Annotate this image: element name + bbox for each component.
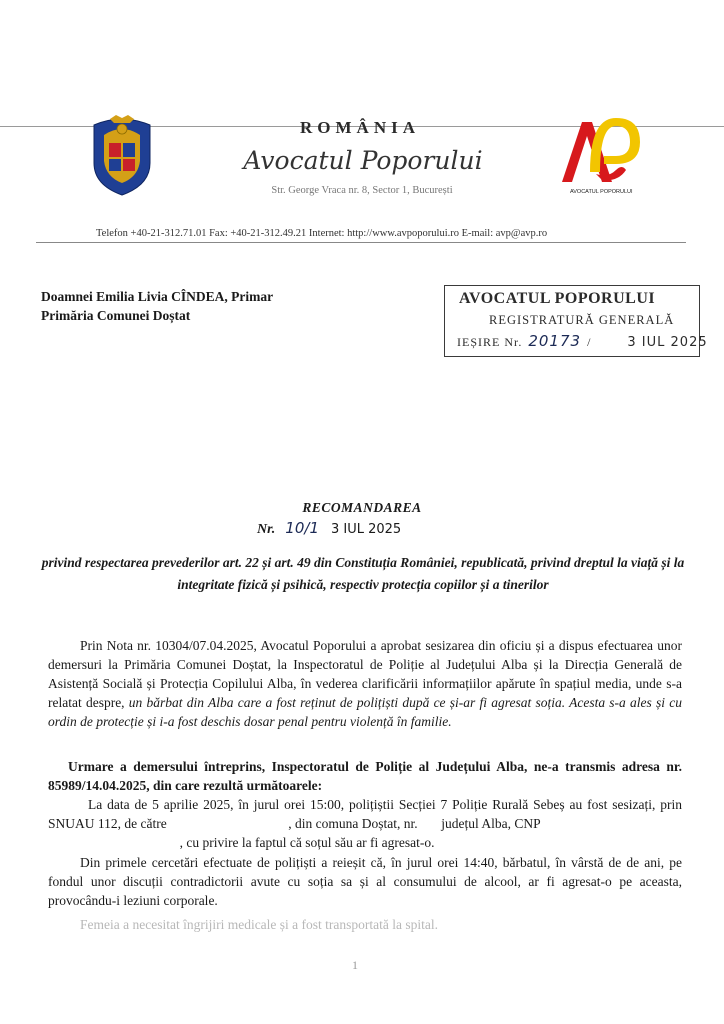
paragraph-5-faded: Femeia a necesitat îngrijiri medicale și a fost transportată la spital.: [80, 917, 439, 932]
institution-name: Avocatul Poporului: [243, 146, 483, 175]
stamp-title: AVOCATUL POPORULUI: [459, 290, 656, 307]
avp-logo-icon: [556, 116, 646, 198]
stamp-exit-label: IEȘIRE Nr.: [457, 335, 523, 349]
paragraph-2: Urmare a demersului întreprins, Inspectoratul de Poliție al Județului Alba, ne-a transmis adresa nr. 85989/14.04.2025, din care rezultă următoarele:: [48, 759, 682, 793]
stamp-date: 3 IUL 2025: [627, 335, 708, 350]
registry-stamp: [444, 285, 708, 357]
contact-rule: [36, 242, 686, 243]
recipient-block: [41, 287, 273, 325]
stamp-exit-number: 20173: [528, 332, 582, 350]
country-name: ROMÂNIA: [300, 118, 420, 137]
paragraph-1-quote: un bărbat din Alba care a fost reținut de polițiști după ce și-ar fi agresat soția. Acesta s-a ales și cu ordin de protecție și i-a fost deschis dosar penal pentru violență în familie.: [48, 695, 682, 729]
paragraph-1-text: Prin Nota nr. 10304/07.04.2025, Avocatul Poporului a aprobat sesizarea din oficiu și a dispus efectuarea unor demersuri la Primăria Comunei Doștat, la Inspectoratul de Poliție al Județului Alba și la Direcția Generală de Asistență Socială și Protecția Copilului Alba, în vederea clarificării informațiilor apărute în spațiul media, unde s-a relatat despre,: [48, 638, 682, 710]
document-subject: privind respectarea prevederilor art. 22 și art. 49 din Constituția României, republicată, privind dreptul la viață și la integritate fizică și psihică, respectiv protecția copiilor și a tinerilor: [41, 555, 685, 592]
paragraph-3: [48, 795, 682, 852]
paragraph-1: [48, 636, 682, 731]
recipient-institution: Primăria Comunei Doștat: [41, 308, 191, 323]
document-number-line: [257, 519, 401, 538]
document-date: 3 IUL 2025: [330, 522, 402, 537]
paragraph-3-part-c: județul Alba, CNP: [441, 816, 541, 831]
page-number: 1: [352, 958, 358, 972]
coat-of-arms-icon: [90, 111, 154, 197]
avp-logo-text: AVOCATUL POPORULUI: [570, 189, 633, 195]
institution-address: Str. George Vraca nr. 8, Sector 1, București: [271, 185, 453, 196]
paragraph-4: Din primele cercetări efectuate de polițiști a reieșit că, în jurul orei 14:40, bărbatul, în vârstă de de ani, pe fondul unor discuții contradictorii avute cu soția sa și al consumului de alcool, ar fi agresat-o pe aceasta, provocându-i leziuni corporale.: [48, 855, 682, 908]
recipient-name: Doamnei Emilia Livia CÎNDEA, Primar: [41, 289, 274, 304]
document-number-label: Nr.: [257, 522, 276, 537]
paragraph-3-part-b: , din comuna Doștat, nr.: [288, 816, 418, 831]
contact-line: Telefon +40-21-312.71.01 Fax: +40-21-312.49.21 Internet: http://www.avpoporului.ro E-mail: avp@avp.ro: [96, 228, 548, 239]
paragraph-3-part-d: , cu privire la faptul că soțul său ar fi agresat-o.: [179, 835, 435, 850]
stamp-exit-line: IEȘIRE Nr. 20173 / 3 IUL 2025: [457, 332, 708, 350]
stamp-subtitle: REGISTRATURĂ GENERALĂ: [489, 313, 675, 327]
document-number: 10/1: [285, 519, 319, 537]
paragraph-3-part-a: La data de 5 aprilie 2025, în jurul orei 15:00, polițiștii Secției 7 Poliție Rurală Sebeș au fost sesizați, prin SNUAU 112, de către: [48, 797, 682, 831]
document-title: RECOMANDAREA: [302, 500, 422, 515]
